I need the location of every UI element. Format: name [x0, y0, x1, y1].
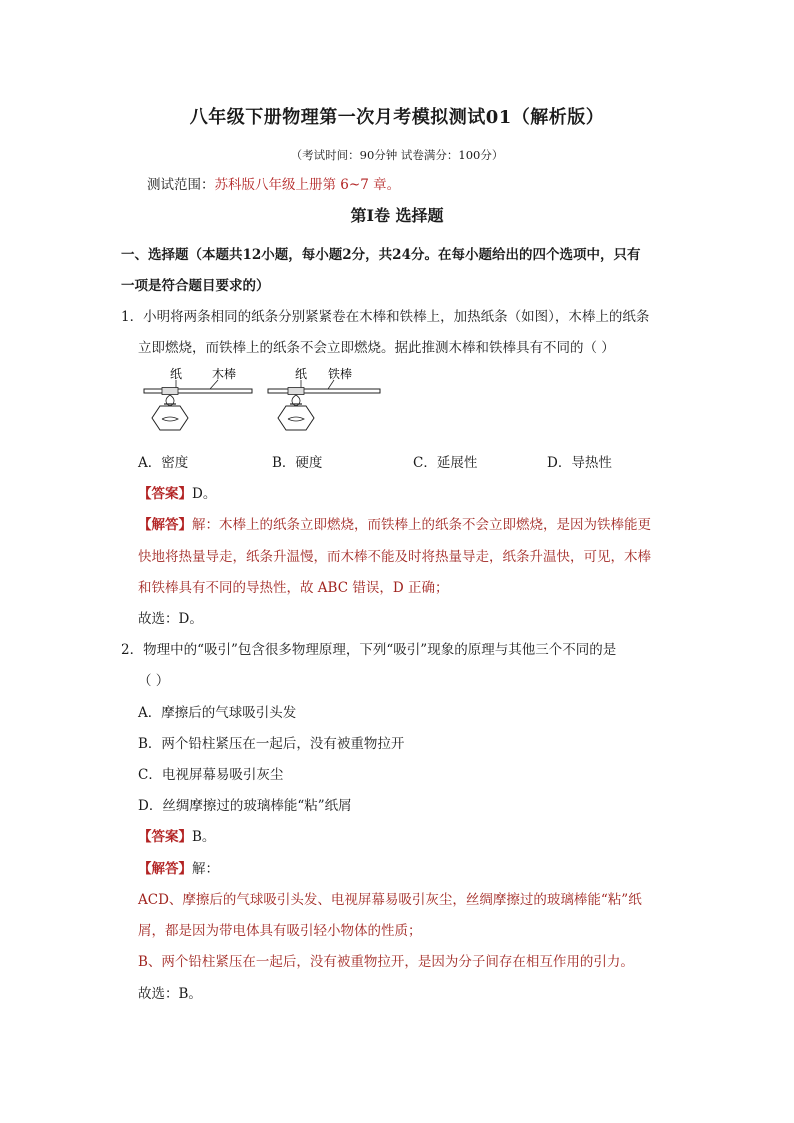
q1-analysis-line1: [138, 513, 651, 533]
fig-label-iron-rod: 铁棒: [328, 367, 353, 381]
q1-answer-value: D。: [192, 486, 217, 502]
scope-label: 测试范围：: [147, 177, 215, 193]
q2-answer-label: 【答案】: [138, 829, 192, 845]
lamp-left: [152, 406, 188, 430]
q1-analysis-label: 【解答】: [138, 517, 192, 533]
q2-choose: 故选：B。: [138, 986, 202, 1002]
q2-option-b: B．两个铅柱紧压在一起后，没有被重物拉开: [138, 736, 405, 752]
q2-analysis-head: [138, 857, 219, 877]
q1-analysis-line2: 快地将热量导走，纸条升温慢，而木棒不能及时将热量导走，纸条升温快，可见，木棒: [138, 549, 651, 565]
q2-analysis-head-text: 解：: [192, 861, 219, 877]
q1-answer-label: 【答案】: [138, 486, 192, 502]
paper-roll-left: [162, 388, 178, 395]
fig-label-paper-right: 纸: [295, 367, 308, 381]
q1-choose: 故选：D。: [138, 611, 203, 627]
q1-stem-line1: 1．小明将两条相同的纸条分别紧紧卷在木棒和铁棒上，加热纸条（如图），木棒上的纸条: [121, 309, 650, 325]
q1-figure: [140, 367, 390, 442]
q1-stem-line2: 立即燃烧，而铁棒上的纸条不会立即燃烧。据此推测木棒和铁棒具有不同的（ ）: [138, 340, 615, 356]
test-scope: [147, 173, 400, 193]
fig-label-paper-left: 纸: [170, 367, 183, 381]
page-title: 八年级下册物理第一次月考模拟测试01（解析版）: [189, 107, 605, 128]
exam-info: （考试时间：90分钟 试卷满分：100分）: [290, 148, 504, 162]
q1-analysis-text1: 解：木棒上的纸条立即燃烧，而铁棒上的纸条不会立即燃烧，是因为铁棒能更: [192, 517, 651, 533]
fig-label-wood-rod: 木棒: [212, 367, 237, 381]
q1-option-b: B．硬度: [272, 455, 323, 471]
section-title: 第Ⅰ卷 选择题: [350, 206, 444, 225]
q2-analysis-line3: B、两个铅柱紧压在一起后，没有被重物拉开，是因为分子间存在相互作用的引力。: [138, 954, 634, 970]
q2-option-d: D．丝绸摩擦过的玻璃棒能“粘”纸屑: [138, 798, 352, 814]
q1-answer: [138, 482, 216, 502]
q2-stem-line1: 2．物理中的“吸引”包含很多物理原理，下列“吸引”现象的原理与其他三个不同的是: [121, 642, 617, 658]
q2-stem-line2: （ ）: [138, 673, 170, 689]
iron-rod: [268, 389, 380, 393]
q2-analysis-label: 【解答】: [138, 861, 192, 877]
q2-option-a: A．摩擦后的气球吸引头发: [138, 705, 297, 721]
q1-analysis-line3: 和铁棒具有不同的导热性，故 ABC 错误，D 正确；: [138, 580, 449, 596]
lamp-right: [278, 406, 314, 430]
q1-option-d: D．导热性: [547, 455, 612, 471]
paper-roll-right: [288, 388, 304, 395]
wood-rod: [144, 389, 252, 393]
q2-answer: [138, 825, 215, 845]
part-heading-line1: 一、选择题（本题共12小题，每小题2分，共24分。在每小题给出的四个选项中，只有: [121, 247, 641, 263]
q2-analysis-line1: ACD、摩擦后的气球吸引头发、电视屏幕易吸引灰尘，丝绸摩擦过的玻璃棒能“粘”纸: [138, 892, 642, 908]
q2-option-c: C．电视屏幕易吸引灰尘: [138, 767, 284, 783]
q1-option-c: C．延展性: [413, 455, 478, 471]
scope-value: 苏科版八年级上册第 6~7 章。: [214, 177, 401, 193]
part-heading-line2: 一项是符合题目要求的）: [121, 278, 270, 294]
q2-answer-value: B。: [192, 829, 216, 845]
q2-analysis-line2: 屑，都是因为带电体具有吸引轻小物体的性质；: [138, 923, 422, 939]
q1-option-a: A．密度: [138, 455, 189, 471]
